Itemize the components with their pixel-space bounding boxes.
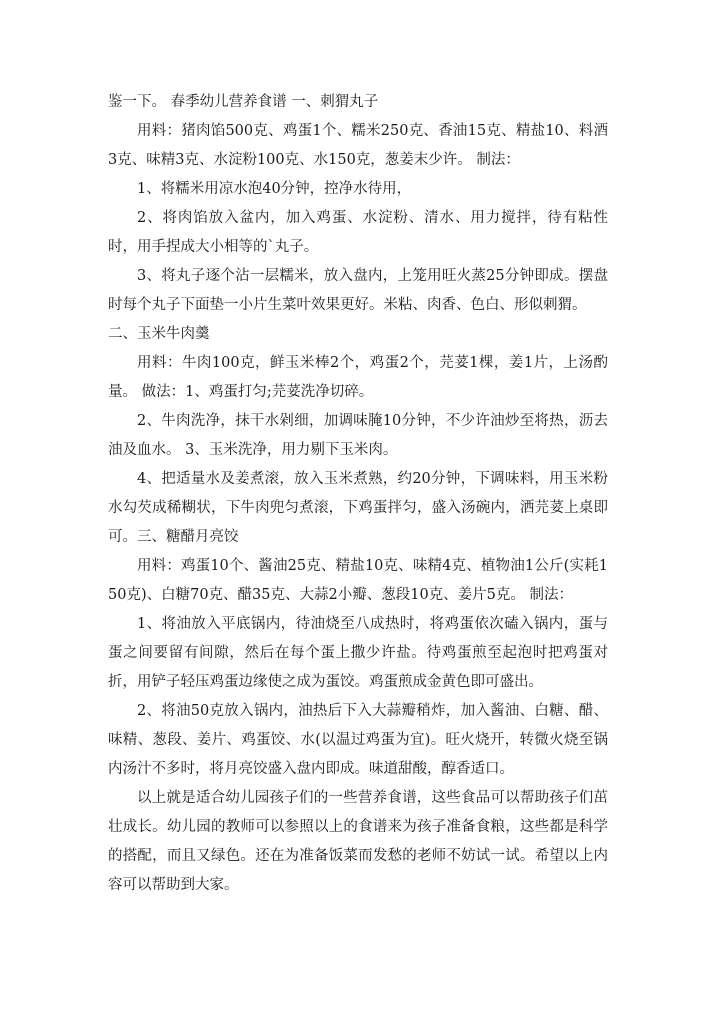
document-body — [108, 88, 608, 900]
paragraph-recipe2-step4: 4、把适量水及姜煮滚，放入玉米煮熟，约20分钟，下调味料，用玉米粉水勾芡成稀糊状，下牛肉兜匀煮滚，下鸡蛋拌匀，盛入汤碗内，洒芫荽上桌即可。三、糖醋月亮饺 — [108, 471, 608, 545]
paragraph-recipe3-step1: 1、将油放入平底锅内，待油烧至八成热时，将鸡蛋依次磕入锅内，蛋与蛋之间要留有间隙，然后在每个蛋上撒少许盐。待鸡蛋煎至起泡时把鸡蛋对折，用铲子轻压鸡蛋边缘使之成为蛋饺。鸡蛋煎成金黄色即可盛出。 — [108, 616, 608, 690]
paragraph-recipe2-step2: 2、牛肉洗净，抹干水剁细，加调味腌10分钟，不少许油炒至将热，沥去油及血水。 3、玉米洗净，用力剔下玉米肉。 — [108, 413, 608, 458]
paragraph-recipe2-ingredients: 用料：牛肉100克，鲜玉米棒2个，鸡蛋2个，芫荽1棵，姜1片，上汤酌量。 做法：1、鸡蛋打匀;芫荽洗净切碎。 — [108, 355, 608, 400]
paragraph-recipe1-step2: 2、将肉馅放入盆内，加入鸡蛋、水淀粉、清水、用力搅拌，待有粘性时，用手捏成大小相等的`丸子。 — [108, 210, 608, 255]
paragraph-intro-title: 鉴一下。 春季幼儿营养食谱 一、刺猬丸子 — [108, 94, 379, 110]
paragraph-conclusion: 以上就是适合幼儿园孩子们的一些营养食谱，这些食品可以帮助孩子们茁壮成长。幼儿园的教师可以参照以上的食谱来为孩子准备食粮，这些都是科学的搭配，而且又绿色。还在为准备饭菜而发愁的老师不妨试一试。希望以上内容可以帮助到大家。 — [108, 790, 608, 893]
paragraph-recipe1-step1: 1、将糯米用凉水泡40分钟，控净水待用， — [137, 181, 412, 197]
paragraph-recipe3-step2: 2、将油50克放入锅内，油热后下入大蒜瓣稍炸，加入酱油、白糖、醋、味精、葱段、姜片、鸡蛋饺、水(以温过鸡蛋为宜)。旺火烧开，转微火烧至锅内汤汁不多时，将月亮饺盛入盘内即成。味道甜酸，醇香适口。 — [108, 703, 608, 777]
paragraph-recipe1-ingredients: 用料：猪肉馅500克、鸡蛋1个、糯米250克、香油15克、精盐10、料酒3克、味精3克、水淀粉100克、水150克，葱姜末少许。 制法： — [108, 123, 608, 168]
heading-recipe2: 二、玉米牛肉羹 — [108, 326, 210, 342]
paragraph-recipe1-step3: 3、将丸子逐个沾一层糯米，放入盘内，上笼用旺火蒸25分钟即成。摆盘时每个丸子下面垫一小片生菜叶效果更好。米粘、肉香、色白、形似刺猬。 — [108, 268, 608, 313]
paragraph-recipe3-ingredients: 用料：鸡蛋10个、酱油25克、精盐10克、味精4克、植物油1公斤(实耗150克)、白糖70克、醋35克、大蒜2小瓣、葱段10克、姜片5克。 制法： — [108, 558, 608, 603]
